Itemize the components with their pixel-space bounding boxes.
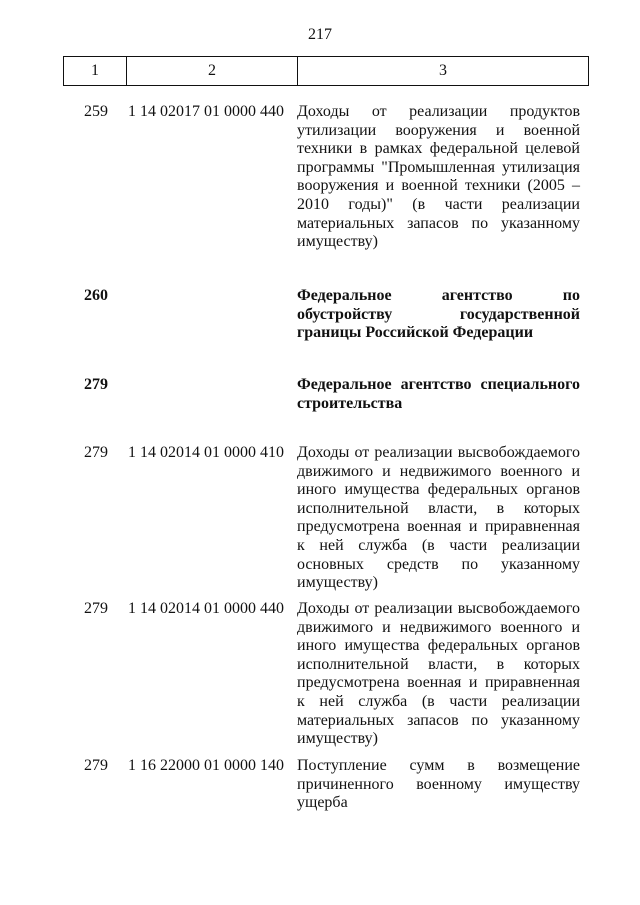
row-number: 279	[84, 376, 108, 393]
row-number: 259	[84, 103, 108, 120]
column-header-table	[63, 56, 589, 86]
revenue-code: 1 16 22000 01 0000 140	[128, 757, 284, 774]
row-number: 260	[84, 287, 108, 304]
revenue-code: 1 14 02017 01 0000 440	[128, 103, 284, 120]
page-number: 217	[308, 26, 332, 43]
revenue-description: Доходы от реализации высвобождаемого движимого и недвижимого военного и иного имущества федеральных органов исполнительной власти, в которых предусмотрена военная и приравненная к ней служба (в части реализации основных средств по указанному имуществу)	[297, 444, 580, 592]
column-header-1: 1	[64, 57, 127, 86]
agency-name: Федеральное агентство специального строительства	[297, 376, 580, 412]
column-header-row	[64, 57, 589, 86]
row-number: 279	[84, 757, 108, 774]
row-number: 279	[84, 444, 108, 461]
row-number: 279	[84, 600, 108, 617]
column-header-3: 3	[298, 57, 589, 86]
revenue-description: Доходы от реализации продуктов утилизации вооружения и военной техники в рамках федеральной целевой программы "Промышленная утилизация вооружения и военной техники (2005 – 2010 годы)" (в части реализации материальных запасов по указанному имуществу)	[297, 103, 580, 251]
revenue-code: 1 14 02014 01 0000 440	[128, 600, 284, 617]
column-header-2: 2	[127, 57, 298, 86]
revenue-code: 1 14 02014 01 0000 410	[128, 444, 284, 461]
agency-name: Федеральное агентство по обустройству государственной границы Российской Федерации	[297, 287, 580, 342]
revenue-description: Доходы от реализации высвобождаемого движимого и недвижимого военного и иного имущества федеральных органов исполнительной власти, в которых предусмотрена военная и приравненная к ней служба (в части реализации материальных запасов по указанному имуществу)	[297, 600, 580, 748]
revenue-description: Поступление сумм в возмещение причиненного военному имуществу ущерба	[297, 757, 580, 812]
